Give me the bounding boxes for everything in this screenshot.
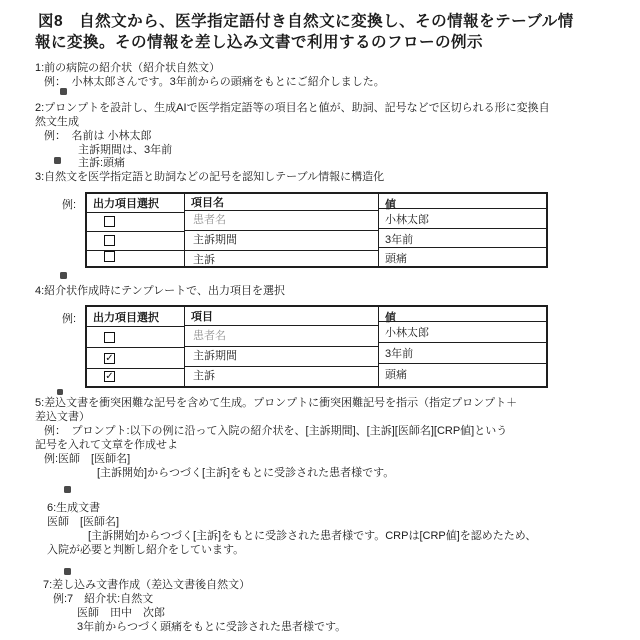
step4-heading: 4:紹介状作成時にテンプレートで、出力項目を選択	[35, 285, 285, 297]
output-select-cell	[87, 213, 184, 232]
step7-line1: 例:7 紹介状:自然文	[53, 593, 154, 605]
step5-heading-line2: 差込文書）	[35, 411, 90, 423]
column-header: 項目	[185, 307, 378, 326]
template-select-table	[85, 305, 548, 388]
table-column-value	[379, 307, 546, 386]
flow-down-arrow-icon	[60, 272, 67, 279]
step7-line3: 3年前からつづく頭痛をもとに受診された患者様です。	[77, 621, 347, 633]
table-column-item-name	[185, 194, 379, 266]
flow-down-arrow-icon	[57, 389, 63, 395]
step7-heading: 7:差し込み文書作成（差込文書後自然文）	[43, 579, 251, 591]
step5-example1-line1: 例： プロンプト:以下の例に沿って入院の紹介状を、[主訴期間]、[主訴][医師名][CRP値]という	[44, 425, 508, 437]
column-header: 出力項目選択	[87, 194, 184, 213]
table1-example-label: 例:	[62, 199, 77, 211]
step6-line3: 入院が必要と判断し紹介をしています。	[47, 544, 245, 556]
structured-info-table	[85, 192, 548, 268]
column-header: 値	[379, 307, 546, 322]
step1-example: 例： 小林太郎さんです。3年前からの頭痛をもとにご紹介しました。	[44, 76, 385, 88]
flow-down-arrow-icon	[64, 568, 71, 575]
checkbox-unchecked-icon[interactable]	[104, 332, 115, 343]
output-select-cell	[87, 369, 184, 386]
checkbox-checked-icon[interactable]: ✓	[105, 352, 114, 364]
figure-title-line2: 報に変換。その情報を差し込み文書で利用するのフローの例示	[35, 34, 484, 51]
value-cell: 頭痛	[385, 253, 407, 265]
step6-line1: 医師 [医師名]	[47, 516, 120, 528]
column-header: 項目名	[185, 194, 378, 211]
step2-heading-line1: 2:プロンプトを設計し、生成AIで医学指定語等の項目名と値が、助詞、記号などで区切られる形に変換自	[35, 102, 550, 114]
table-column-output-select	[87, 307, 185, 386]
item-name-cell: 主訴期間	[185, 231, 378, 251]
checkbox-checked-icon[interactable]: ✓	[105, 370, 114, 382]
checkbox-unchecked-icon[interactable]	[104, 216, 115, 227]
checkbox-unchecked-icon[interactable]	[104, 235, 115, 246]
step2-heading-line2: 然文生成	[35, 116, 79, 128]
step6-heading: 6:生成文書	[47, 502, 101, 514]
checkbox-unchecked-icon[interactable]	[104, 251, 115, 262]
table-column-output-select	[87, 194, 185, 266]
item-name-cell: 主訴	[193, 370, 215, 382]
value-cell: 小林太郎	[379, 209, 546, 229]
value-cell: 3年前	[379, 343, 546, 364]
step3-heading: 3:自然文を医学指定語と助詞などの記号を認知しテーブル情報に構造化	[35, 171, 385, 183]
column-header: 値	[379, 194, 546, 209]
item-name-cell: 患者名	[185, 326, 378, 346]
step6-line2: [主訴開始]からつづく[主訴]をもとに受診された患者様です。CRPは[CRP値]を認めたため、	[88, 530, 537, 542]
step1-heading: 1:前の病院の紹介状（紹介状自然文）	[35, 62, 221, 74]
step5-example1-line2: 記号を入れて文章を作成せよ	[35, 439, 178, 451]
step7-line2: 医師 田中 次郎	[77, 607, 165, 619]
step5-heading-line1: 5:差込文書を衝突困難な記号を含めて生成。プロンプトに衝突困難記号を指示（指定プロンプト＋	[35, 397, 518, 409]
item-name-cell: 患者名	[185, 211, 378, 231]
flow-down-arrow-icon	[54, 157, 61, 164]
table2-example-label: 例:	[62, 313, 77, 325]
step5-example2-line2: [主訴開始]からつづく[主訴]をもとに受診された患者様です。	[97, 467, 395, 479]
step2-example-line3: 主訴:頭痛	[78, 157, 126, 169]
table-column-item	[185, 307, 379, 386]
output-select-cell	[87, 232, 184, 251]
value-cell: 頭痛	[385, 369, 407, 381]
item-name-cell: 主訴	[193, 254, 215, 266]
output-select-cell	[87, 327, 184, 348]
value-cell: 小林太郎	[379, 322, 546, 343]
step5-example2-line1: 例:医師 [医師名]	[44, 453, 131, 465]
output-select-cell	[87, 251, 184, 266]
flow-down-arrow-icon	[60, 88, 67, 95]
column-header: 出力項目選択	[87, 307, 184, 327]
item-name-cell: 主訴期間	[185, 347, 378, 367]
step2-example-line2: 主訴期間は、3年前	[78, 144, 173, 156]
step2-example-line1: 例： 名前は 小林太郎	[44, 130, 152, 142]
output-select-cell	[87, 348, 184, 369]
table-column-value	[379, 194, 546, 266]
flow-down-arrow-icon	[64, 486, 71, 493]
figure-title-line1: 図8 自然文から、医学指定語付き自然文に変換し、その情報をテーブル情	[38, 13, 574, 30]
value-cell: 3年前	[379, 229, 546, 249]
